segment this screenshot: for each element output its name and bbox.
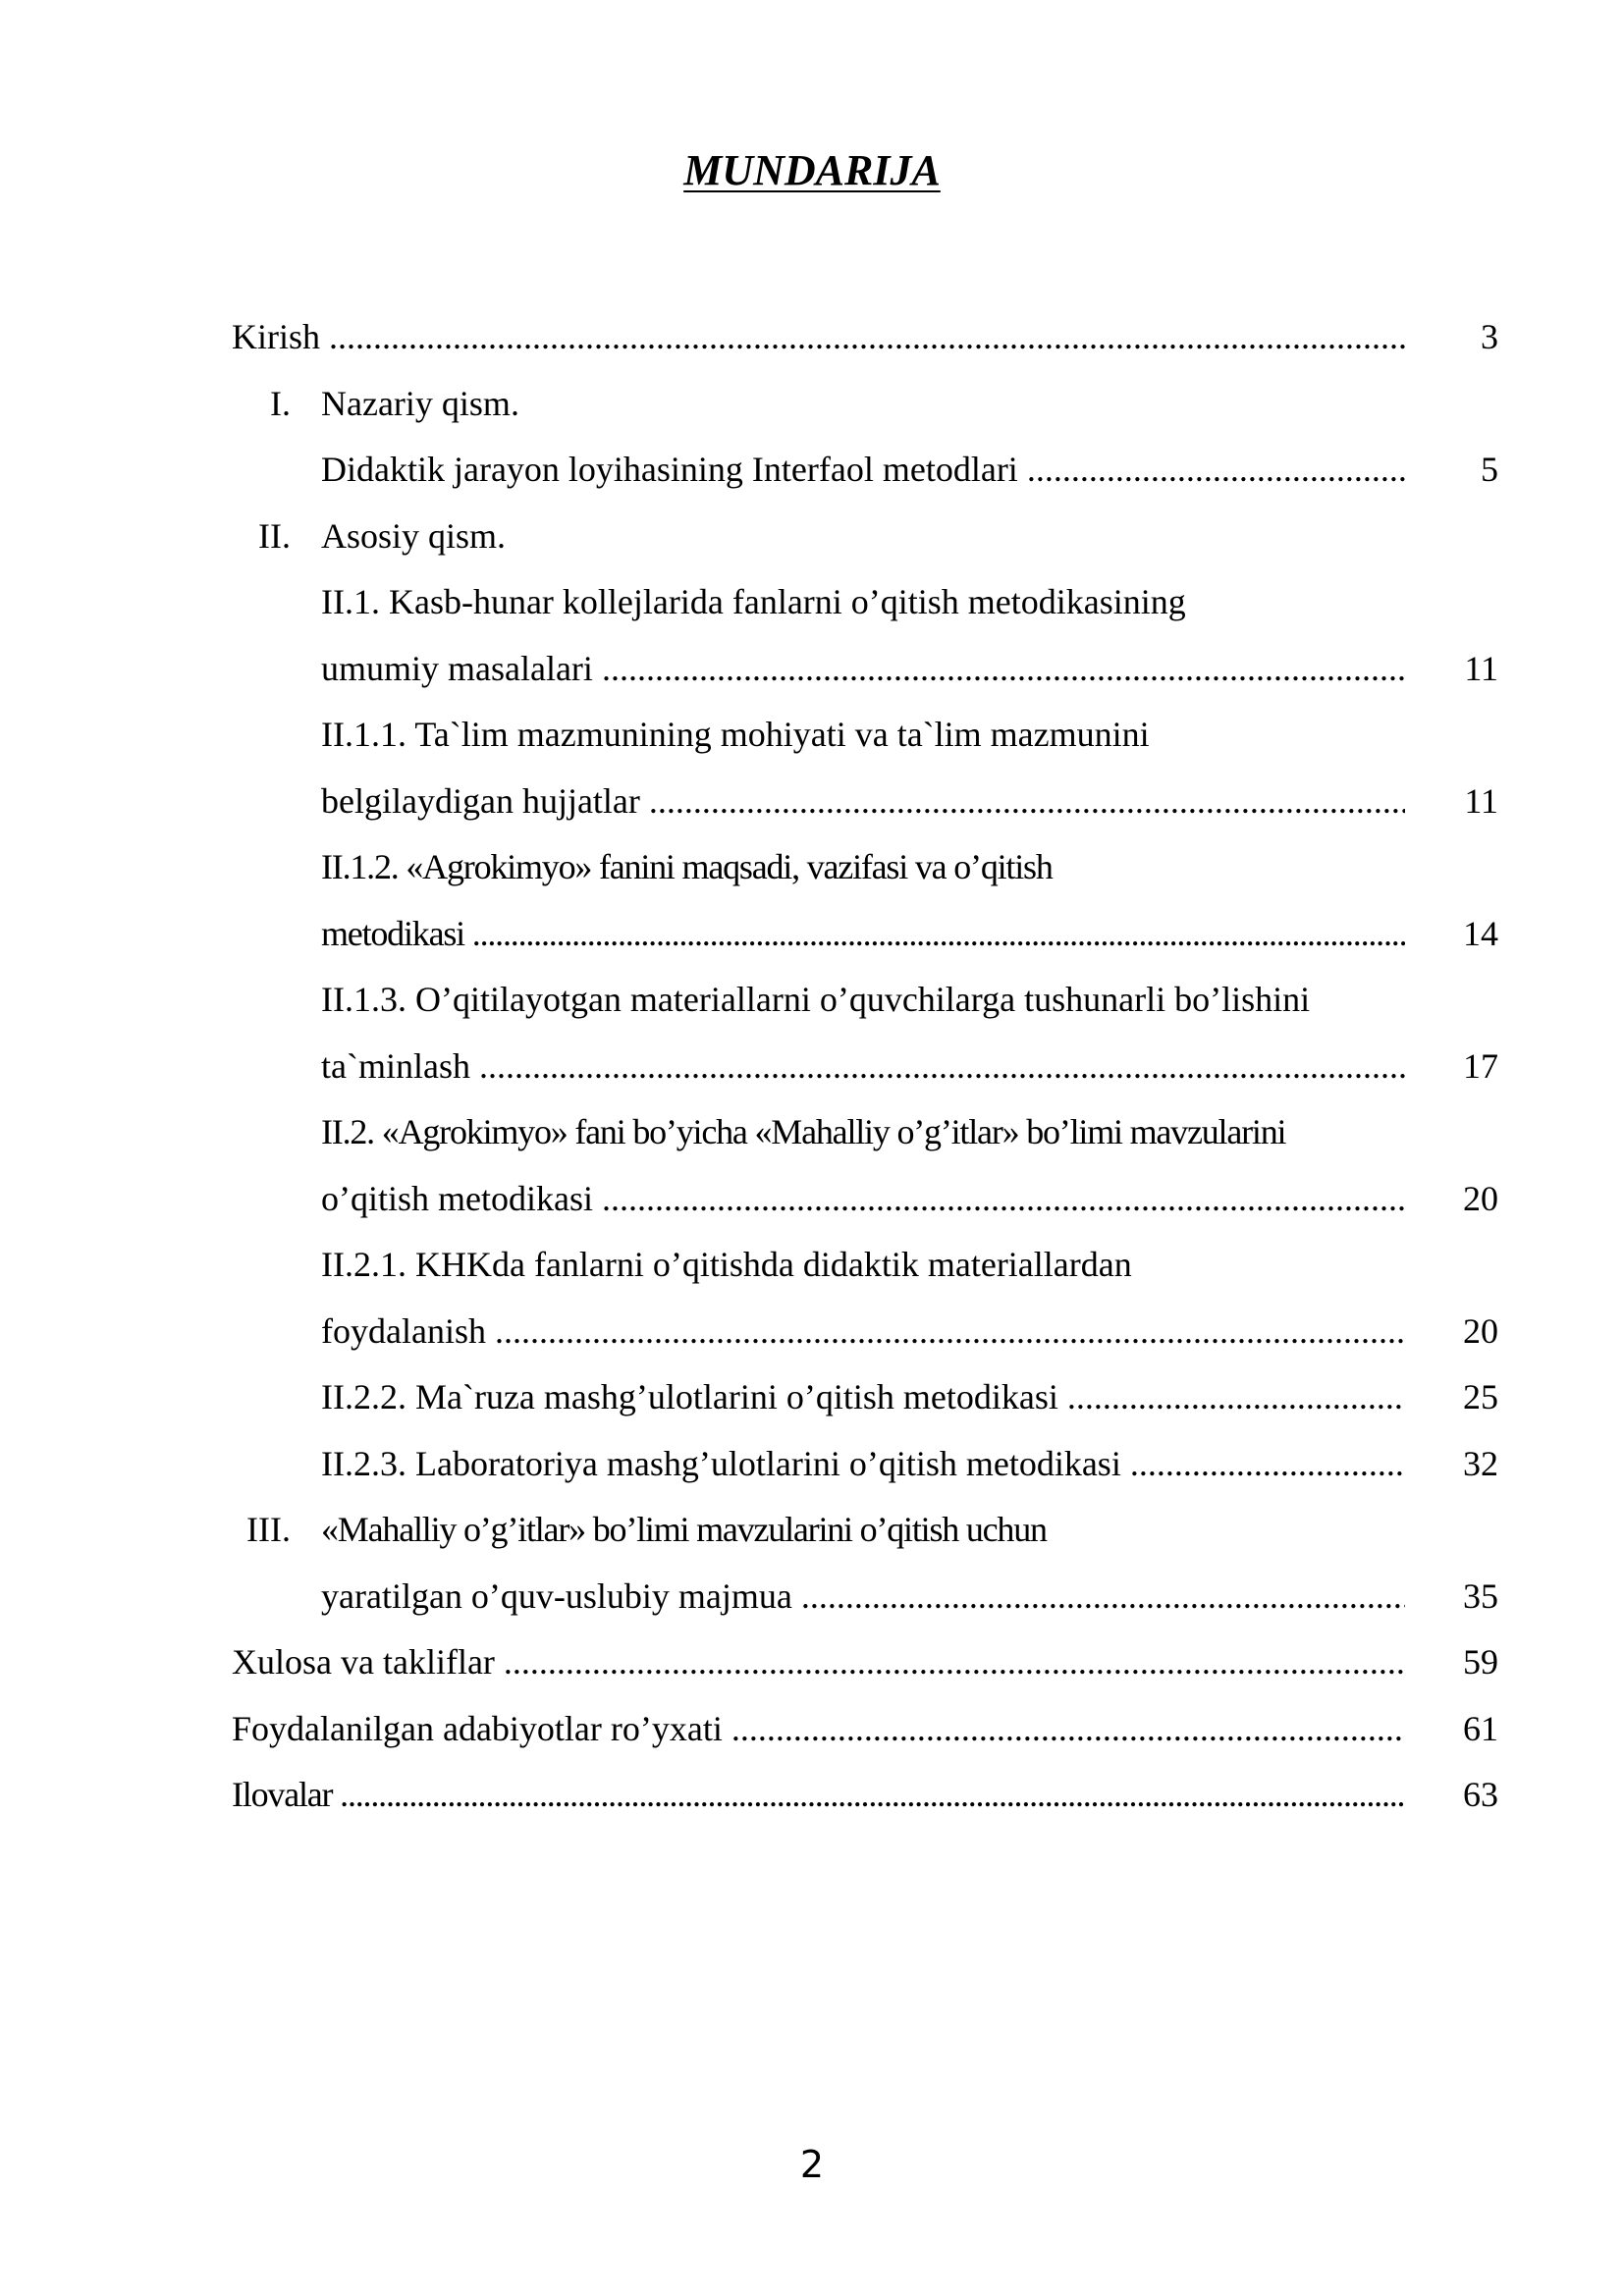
toc-page-number: 5 [1481,450,1498,489]
page-title: MUNDARIJA [683,146,941,194]
toc-entry-label: ta`minlash ..... [321,1034,1405,1100]
toc-entry-label: II.1.2. «Agrokimyo» fanini maqsadi, vazifasi va o’qitish [321,847,1053,886]
toc-page-number: 63 [1463,1775,1498,1814]
toc-page-number: 11 [1464,780,1498,821]
toc-entry-label: yaratilgan o’quv-uslubiy majmua ..... [321,1564,1405,1630]
toc-entry-ii-1-line2[interactable] [232,636,1498,703]
toc-entry-ii-1-3-line1[interactable] [232,967,1498,1034]
toc-roman-numeral: III. [246,1510,291,1549]
toc-entry-label: II.2. «Agrokimyo» fani bo’yicha «Mahalliy o’g’itlar» bo’limi mavzularini [321,1112,1286,1151]
toc-entry-xulosa[interactable] [232,1629,1498,1696]
toc-page-number: 14 [1463,913,1498,953]
toc-entry-label: Kirish ..... [232,304,1405,371]
toc-entry-ii-2-line2[interactable] [232,1166,1498,1233]
toc-entry-label: o’qitish metodikasi ..... [321,1166,1405,1233]
toc-part-3-line2[interactable] [232,1564,1498,1630]
toc-entry-label: «Mahalliy o’g’itlar» bo’limi mavzularini o’qitish uchun [321,1510,1047,1549]
toc-entry-ii-2-3[interactable] [232,1431,1498,1498]
toc-page-number: 32 [1463,1443,1498,1483]
toc-entry-label: Foydalanilgan adabiyotlar ro’yxati ..... [232,1696,1405,1763]
toc-page-number: 25 [1463,1377,1498,1416]
toc-entry-label: foydalanish ..... [321,1299,1405,1365]
toc-entry-ii-2-line1[interactable] [232,1099,1498,1166]
toc-entry-label: II.1.1. Ta`lim mazmunining mohiyati va ta`lim mazmunini [321,715,1150,754]
toc-entry-label: umumiy masalalari ..... [321,636,1405,703]
toc-roman-numeral: I. [270,383,291,423]
toc-part-1 [232,371,1498,438]
toc-page-number: 17 [1463,1045,1498,1086]
toc-entry-ii-1-1-line1[interactable] [232,702,1498,769]
toc-entry-label: metodikasi ..... [321,901,1405,968]
toc-part-heading: Asosiy qism. [321,515,507,556]
toc-page-number: 20 [1463,1310,1498,1351]
toc-entry-kirish[interactable] [232,304,1498,371]
toc-entry-label: II.2.3. Laboratoriya mashg’ulotlarini o’qitish metodikasi ..... [321,1431,1405,1498]
toc-entry-label: II.1.3. O’qitilayotgan materiallarni o’quvchilarga tushunarli bo’lishini [321,980,1311,1019]
toc-entry-ii-2-2[interactable] [232,1364,1498,1431]
toc-page-number: 61 [1463,1708,1498,1748]
toc-entry-ii-2-1-line1[interactable] [232,1232,1498,1299]
toc-entry-label: Xulosa va takliflar ..... [232,1629,1405,1696]
toc-entry-label: II.2.1. KHKda fanlarni o’qitishda didaktik materiallardan [321,1245,1132,1284]
toc-page-number: 35 [1463,1575,1498,1616]
table-of-contents [232,304,1498,1829]
toc-entry-ii-1-2-line2[interactable] [232,901,1498,968]
page-number: 2 [799,2143,825,2186]
toc-entry-didaktik[interactable] [232,437,1498,504]
toc-part-heading: Nazariy qism. [321,383,519,423]
toc-entry-label: belgilaydigan hujjatlar ..... [321,769,1405,835]
toc-entry-ii-1-2-line1[interactable] [232,834,1498,901]
toc-entry-ilovalar[interactable] [232,1762,1498,1829]
toc-entry-ii-2-1-line2[interactable] [232,1299,1498,1365]
toc-page-number: 59 [1463,1642,1498,1682]
toc-page-number: 11 [1464,648,1498,688]
toc-entry-label: Didaktik jarayon loyihasining Interfaol metodlari ..... [321,437,1405,504]
toc-page-number: 3 [1481,317,1498,356]
toc-page-number: 20 [1463,1178,1498,1218]
toc-part-3-line1[interactable] [232,1497,1498,1564]
toc-entry-label: II.2.2. Ma`ruza mashg’ulotlarini o’qitish metodikasi ..... [321,1364,1405,1431]
toc-entry-ii-1-1-line2[interactable] [232,769,1498,835]
toc-entry-adabiyotlar[interactable] [232,1696,1498,1763]
toc-part-2 [232,504,1498,570]
toc-entry-label: Ilovalar ..... [232,1762,1405,1829]
toc-entry-label: II.1. Kasb-hunar kollejlarida fanlarni o’qitish metodikasining [321,582,1186,621]
toc-roman-numeral: II. [258,515,291,556]
toc-entry-ii-1-3-line2[interactable] [232,1034,1498,1100]
toc-entry-ii-1-line1[interactable] [232,569,1498,636]
